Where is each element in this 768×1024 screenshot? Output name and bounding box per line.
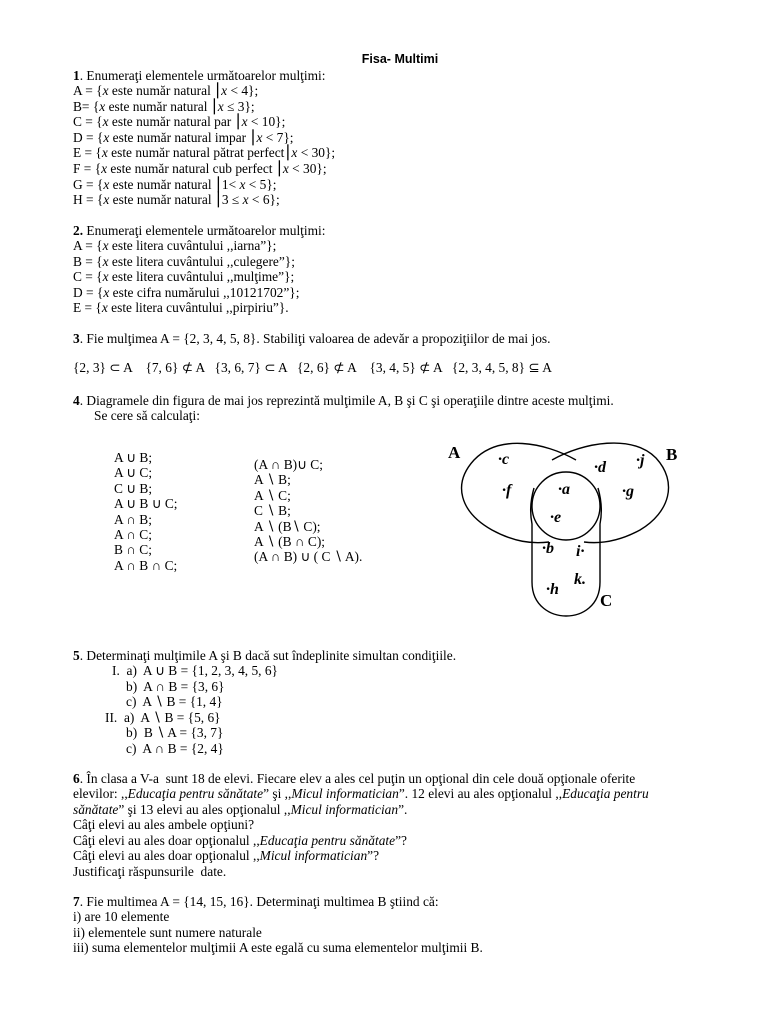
venn-element-h: ·h bbox=[546, 581, 559, 598]
ex5-item-1b: b) A ∩ B = {3, 6} bbox=[126, 679, 225, 694]
ex4-operation: (A ∩ B) ∪ ( C ∖ A). bbox=[254, 549, 363, 565]
ex4-operation: C ∪ B; bbox=[114, 480, 153, 496]
ex5-heading bbox=[73, 648, 456, 664]
ex3-propositions: {2, 3} ⊂ A {7, 6} ⊄ A {3, 6, 7} ⊂ A {2, 6} ⊄ A {3, 4, 5} ⊄ A {2, 3, 4, 5, 8} ⊆ A bbox=[73, 360, 552, 375]
venn-element-c: ·c bbox=[498, 451, 510, 468]
ex5-item-2c: c) A ∩ B = {2, 4} bbox=[126, 741, 224, 756]
ex4-operation: C ∖ B; bbox=[254, 503, 291, 519]
ex2-heading bbox=[73, 223, 325, 239]
ex4-intro2: Se cere să calculaţi: bbox=[94, 408, 200, 423]
ex5-item-1c: c) A ∖ B = {1, 4} bbox=[126, 694, 223, 709]
ex2-number: 2. bbox=[73, 223, 84, 238]
ex7-condition-1: i) are 10 elemente bbox=[73, 909, 170, 924]
ex6-line-5: Câţi elevi au ales doar opţionalul ,,Educaţia pentru sănătate”? bbox=[73, 833, 407, 848]
ex2-set-definition: B = {x este litera cuvântului ,,culegere”}; bbox=[73, 253, 295, 269]
ex4-operation: A ∪ B ∪ C; bbox=[114, 496, 178, 512]
ex6-line-7: Justificaţi răspunsurile date. bbox=[73, 864, 227, 879]
ex4-number: 4 bbox=[73, 393, 80, 408]
ex1-heading bbox=[73, 68, 325, 84]
page-title: Fisa- Multimi bbox=[361, 52, 439, 66]
ex2-set-definition: C = {x este litera cuvântului ,,mulţime”}; bbox=[73, 269, 295, 285]
venn-element-f: ·f bbox=[502, 482, 512, 499]
ex1-set-definition: D = {x este număr natural impar ⎮x < 7}; bbox=[73, 129, 294, 145]
ex4-operation: A ∩ B; bbox=[114, 511, 152, 527]
ex2-intro: Enumeraţi elementele următoarelor mulţimi: bbox=[83, 223, 326, 238]
ex4-intro: . Diagramele din figura de mai jos reprezintă mulţimile A, B şi C şi operaţiile dintre aceste mulţimi. bbox=[79, 393, 614, 408]
ex4-operation: A ∪ C; bbox=[114, 465, 153, 481]
ex2-set-definition: E = {x este litera cuvântului ,,pirpiriu”}. bbox=[73, 300, 289, 316]
ex1-set-definition: C = {x este număr natural par ⎮x < 10}; bbox=[73, 114, 286, 130]
ex5-item-2b: b) B ∖ A = {3, 7} bbox=[126, 725, 224, 740]
ex1-number: 1 bbox=[73, 68, 80, 83]
venn-element-j: ·j bbox=[636, 452, 645, 469]
ex6-number: 6 bbox=[73, 771, 80, 786]
venn-element-g: ·g bbox=[622, 483, 634, 500]
venn-element-k: k. bbox=[574, 571, 586, 588]
ex7-condition-3: iii) suma elementelor mulţimii A este egală cu suma elementelor mulţimii B. bbox=[73, 940, 483, 955]
ex2-set-definition: D = {x este cifra numărului ,,10121702”}; bbox=[73, 284, 300, 300]
venn-element-b: ·b bbox=[542, 540, 554, 557]
ex5-intro: . Determinaţi mulţimile A şi B dacă sut îndeplinite simultan condiţiile. bbox=[79, 648, 457, 663]
ex2-set-definition: A = {x este litera cuvântului ,,iarna”}; bbox=[73, 238, 277, 253]
set-label-a: A bbox=[448, 443, 461, 462]
ex6-line-6: Câţi elevi au ales doar opţionalul ,,Micul informatician”? bbox=[73, 848, 380, 863]
set-label-c: C bbox=[600, 591, 613, 610]
ex3-intro: . Fie mulţimea A = {2, 3, 4, 5, 8}. Stabiliţi valoarea de adevăr a propoziţiilor de mai jos. bbox=[79, 331, 551, 346]
venn-element-a: ·a bbox=[558, 481, 570, 498]
ex3-heading bbox=[73, 331, 550, 347]
ex4-operation: A ∩ C; bbox=[114, 527, 152, 542]
venn-element-d: ·d bbox=[594, 459, 606, 476]
ex4-operation: A ∖ (B ∩ C); bbox=[254, 534, 326, 549]
ex6-line-2: elevilor: ,,Educaţia pentru sănătate” şi ,,Micul informatician”. 12 elevi au ales opţionalul ,,Educaţia pentru bbox=[73, 786, 649, 801]
ex5-item-2a: II. a) A ∖ B = {5, 6} bbox=[105, 710, 221, 725]
ex1-intro: . Enumeraţi elementele următoarelor mulţimi: bbox=[79, 68, 326, 83]
ex4-operation: A ∖ B; bbox=[254, 472, 291, 488]
ex1-set-definition: G = {x este număr natural ⎮1< x < 5}; bbox=[73, 176, 277, 192]
set-label-b: B bbox=[666, 445, 678, 464]
ex3-number: 3 bbox=[73, 331, 80, 346]
ex5-number: 5 bbox=[73, 648, 80, 663]
ex4-operation: (A ∩ B)∪ C; bbox=[254, 457, 323, 472]
ex1-set-definition: B= {x este număr natural ⎮x ≤ 3}; bbox=[73, 98, 255, 114]
ex6-line-1: 6. În clasa a V-a sunt 18 de elevi. Fiecare elev a ales cel puţin un opţional din cele două opţionale oferite bbox=[73, 771, 636, 786]
ex7-heading bbox=[73, 894, 439, 910]
ex4-operation: A ∖ C; bbox=[254, 487, 291, 503]
ex4-operation: B ∩ C; bbox=[114, 542, 152, 558]
venn-diagram bbox=[444, 432, 690, 618]
ex4-operation: A ∩ B ∩ C; bbox=[114, 557, 178, 573]
ex5-item-1a: I. a) A ∪ B = {1, 2, 3, 4, 5, 6} bbox=[112, 663, 278, 678]
ex1-set-definition: A = {x este număr natural ⎮x < 4}; bbox=[73, 83, 259, 98]
ex1-set-definition: F = {x este număr natural cub perfect ⎮x < 30}; bbox=[73, 161, 327, 176]
ex1-set-definition: E = {x este număr natural pătrat perfect⎮x < 30}; bbox=[73, 145, 336, 161]
ex7-condition-2: ii) elementele sunt numere naturale bbox=[73, 925, 262, 940]
ex7-intro: . Fie multimea A = {14, 15, 16}. Determinaţi multimea B ştiind că: bbox=[79, 894, 439, 909]
ex6-line-3: sănătate” şi 13 elevi au ales opţionalul ,,Micul informatician”. bbox=[73, 802, 408, 817]
ex1-set-definition: H = {x este număr natural ⎮3 ≤ x < 6}; bbox=[73, 192, 280, 208]
venn-element-i: i· bbox=[576, 543, 585, 560]
ex4-heading bbox=[73, 393, 614, 409]
venn-element-e: ·e bbox=[550, 509, 562, 526]
ex4-operation: A ∪ B; bbox=[114, 450, 153, 465]
ex6-line-4: Câţi elevi au ales ambele opţiuni? bbox=[73, 817, 255, 832]
ex4-operation: A ∖ (B∖ C); bbox=[254, 518, 321, 534]
ex7-number: 7 bbox=[73, 894, 80, 909]
